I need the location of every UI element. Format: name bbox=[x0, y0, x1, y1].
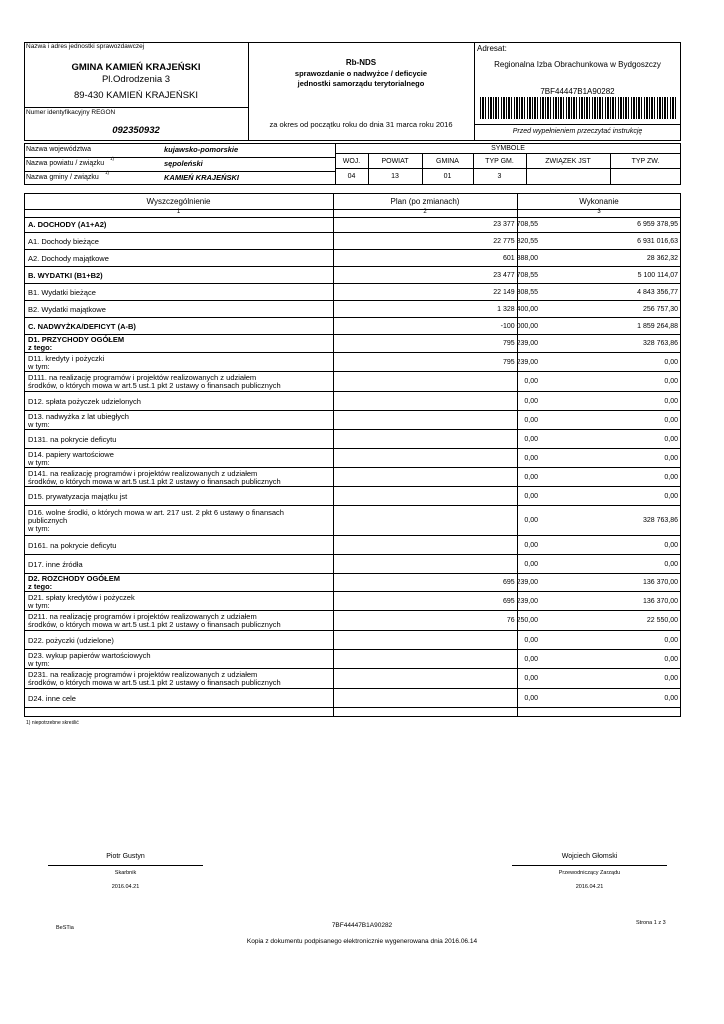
plan-value: -100 000,00 bbox=[500, 323, 538, 330]
table-row bbox=[24, 574, 681, 592]
row-label-line: A1. Dochody bieżące bbox=[28, 237, 99, 246]
table-row bbox=[24, 267, 681, 284]
row-label-line: A. DOCHODY (A1+A2) bbox=[28, 220, 107, 229]
symbol-header-typ-gm: TYP GM. bbox=[485, 158, 514, 165]
row-label bbox=[28, 336, 332, 352]
addressee-label: Adresat: bbox=[477, 44, 507, 53]
col-header-description: Wyszczególnienie bbox=[146, 197, 211, 206]
plan-value: 23 477 708,55 bbox=[493, 272, 538, 279]
table-row bbox=[24, 250, 681, 267]
plan-value: 22 775 820,55 bbox=[493, 238, 538, 245]
footer-system: BeSTia bbox=[56, 925, 74, 931]
plan-value: 0,00 bbox=[524, 378, 538, 385]
execution-value: 28 362,32 bbox=[646, 255, 678, 262]
row-label bbox=[28, 637, 332, 645]
row-label bbox=[28, 671, 332, 687]
execution-value: 0,00 bbox=[664, 493, 678, 500]
row-label-line: D11. kredyty i pożyczki bbox=[28, 354, 105, 363]
signatory-left-date: 2016.04.21 bbox=[111, 884, 140, 890]
table-row bbox=[24, 318, 681, 335]
row-label-line: w tym: bbox=[28, 458, 50, 467]
row-label-line: w tym: bbox=[28, 362, 50, 371]
symbol-value-powiat: 13 bbox=[391, 173, 399, 180]
unit-address-2: 89-430 KAMIEŃ KRAJEŃSKI bbox=[73, 90, 199, 101]
execution-value: 136 370,00 bbox=[642, 579, 678, 586]
col-header-plan: Plan (po zmianach) bbox=[390, 197, 460, 206]
plan-value: 0,00 bbox=[524, 561, 538, 568]
row-label bbox=[28, 221, 332, 229]
plan-value: 0,00 bbox=[524, 436, 538, 443]
execution-value: 0,00 bbox=[664, 398, 678, 405]
row-label-line: D131. na pokrycie deficytu bbox=[28, 435, 117, 444]
row-label-line: D231. na realizację programów i projektów realizowanych z udziałem bbox=[28, 670, 258, 679]
report-period: za okres od początku roku do dnia 31 marca roku 2016 bbox=[269, 120, 453, 129]
row-label bbox=[28, 542, 332, 550]
footer-code: 7BF44447B1A90282 bbox=[331, 922, 393, 929]
row-label bbox=[28, 436, 332, 444]
row-label-line: D22. pożyczki (udzielone) bbox=[28, 636, 114, 645]
form-code: Rb-NDS bbox=[345, 58, 377, 67]
regon-label: Numer identyfikacyjny REGON bbox=[26, 109, 116, 116]
plan-value: 695 239,00 bbox=[502, 579, 538, 586]
table-row bbox=[24, 372, 681, 392]
plan-value: 0,00 bbox=[524, 455, 538, 462]
row-label-line: środków, o których mowa w art.5 ust.1 pkt 2 ustawy o finansach publicznych bbox=[28, 381, 281, 390]
commune-footnote-mark: 1) bbox=[105, 170, 110, 175]
symbol-header-typ-zw: TYP ZW. bbox=[631, 158, 660, 165]
row-label-line: w tym: bbox=[28, 420, 50, 429]
row-label-line: z tego: bbox=[28, 582, 53, 591]
symbol-value-typ-gm: 3 bbox=[497, 173, 502, 180]
symbols-title: SYMBOLE bbox=[491, 145, 525, 152]
row-label bbox=[28, 355, 332, 371]
execution-value: 0,00 bbox=[664, 542, 678, 549]
instruction-note: Przed wypełnieniem przeczytać instrukcję bbox=[512, 128, 643, 135]
symbol-value-woj: 04 bbox=[347, 173, 356, 180]
signatory-right-date: 2016.04.21 bbox=[575, 884, 604, 890]
footer-page: Strona 1 z 3 bbox=[636, 920, 666, 926]
row-label-line: publicznych bbox=[28, 516, 68, 525]
regon-value: 092350932 bbox=[112, 125, 160, 136]
unit-name-label: Nazwa i adres jednostki sprawozdawczej bbox=[26, 43, 145, 50]
table-row bbox=[24, 468, 681, 487]
execution-value: 0,00 bbox=[664, 561, 678, 568]
voivodeship-label: Nazwa województwa bbox=[26, 146, 91, 153]
table-row bbox=[24, 506, 681, 536]
execution-value: 0,00 bbox=[664, 695, 678, 702]
execution-value: 5 100 114,07 bbox=[637, 272, 678, 279]
row-label bbox=[28, 493, 332, 501]
county-label: Nazwa powiatu / związku bbox=[26, 160, 105, 167]
table-row bbox=[24, 592, 681, 611]
execution-value: 0,00 bbox=[664, 436, 678, 443]
plan-value: 0,00 bbox=[524, 637, 538, 644]
addressee: Regionalna Izba Obrachunkowa w Bydgoszczy bbox=[494, 60, 661, 69]
table-row bbox=[24, 555, 681, 574]
row-label-line: D15. prywatyzacja majątku jst bbox=[28, 492, 128, 501]
plan-value: 795 239,00 bbox=[502, 359, 538, 366]
row-label bbox=[28, 272, 332, 280]
table-row bbox=[24, 335, 681, 353]
table-row bbox=[24, 669, 681, 689]
row-label-line: D1. PRZYCHODY OGÓŁEM bbox=[28, 335, 125, 344]
plan-value: 601 888,00 bbox=[502, 255, 538, 262]
row-label bbox=[28, 398, 332, 406]
col-number-3: 3 bbox=[597, 209, 601, 215]
plan-value: 0,00 bbox=[524, 517, 538, 524]
execution-value: 136 370,00 bbox=[642, 598, 678, 605]
plan-value: 0,00 bbox=[524, 493, 538, 500]
row-label bbox=[28, 323, 332, 331]
row-label bbox=[28, 255, 332, 263]
county-value: sępoleński bbox=[164, 159, 203, 168]
row-label bbox=[28, 413, 332, 429]
row-label bbox=[28, 374, 332, 390]
table-row bbox=[24, 217, 681, 233]
col-header-execution: Wykonanie bbox=[579, 197, 619, 206]
row-label-line: w tym: bbox=[28, 601, 50, 610]
execution-value: 0,00 bbox=[664, 455, 678, 462]
plan-value: 23 377 708,55 bbox=[493, 221, 538, 228]
row-label-line: D12. spłata pożyczek udzielonych bbox=[28, 397, 141, 406]
row-label-line: D21. spłaty kredytów i pożyczek bbox=[28, 593, 135, 602]
execution-value: 0,00 bbox=[664, 637, 678, 644]
plan-value: 1 328 400,00 bbox=[497, 306, 538, 313]
plan-value: 0,00 bbox=[524, 417, 538, 424]
row-label-line: D2. ROZCHODY OGÓŁEM bbox=[28, 574, 120, 583]
symbol-value-gmina: 01 bbox=[443, 173, 452, 180]
row-label-line: środków, o których mowa w art.5 ust.1 pkt 2 ustawy o finansach publicznych bbox=[28, 620, 281, 629]
voivodeship-value: kujawsko-pomorskie bbox=[164, 145, 239, 154]
table-row bbox=[24, 449, 681, 468]
row-label-line: C. NADWYŻKA/DEFICYT (A-B) bbox=[28, 322, 136, 331]
table-row bbox=[24, 650, 681, 669]
symbol-header-gmina: GMINA bbox=[436, 158, 459, 165]
plan-value: 0,00 bbox=[524, 675, 538, 682]
table-row bbox=[24, 611, 681, 631]
row-label-line: D141. na realizację programów i projektów realizowanych z udziałem bbox=[28, 469, 258, 478]
row-label-line: środków, o których mowa w art.5 ust.1 pkt 2 ustawy o finansach publicznych bbox=[28, 477, 281, 486]
commune-value: KAMIEŃ KRAJEŃSKI bbox=[164, 173, 240, 182]
row-label-line: D13. nadwyżka z lat ubiegłych bbox=[28, 412, 129, 421]
plan-value: 0,00 bbox=[524, 474, 538, 481]
row-label-line: w tym: bbox=[28, 659, 50, 668]
table-row bbox=[24, 536, 681, 555]
table-row bbox=[24, 233, 681, 250]
execution-value: 0,00 bbox=[664, 378, 678, 385]
execution-value: 0,00 bbox=[664, 656, 678, 663]
execution-value: 22 550,00 bbox=[646, 617, 678, 624]
row-label-line: A2. Dochody majątkowe bbox=[28, 254, 109, 263]
unit-address-1: Pl.Odrodzenia 3 bbox=[101, 74, 171, 85]
symbol-header-woj: WOJ. bbox=[342, 158, 361, 165]
row-label bbox=[28, 289, 332, 297]
document-code: 7BF44447B1A90282 bbox=[540, 87, 615, 96]
plan-value: 0,00 bbox=[524, 398, 538, 405]
row-label bbox=[28, 451, 332, 467]
signatory-left-role: Skarbnik bbox=[114, 870, 137, 876]
row-label-line: D111. na realizację programów i projektów realizowanych z udziałem bbox=[28, 373, 257, 382]
barcode-image bbox=[480, 97, 677, 119]
table-row bbox=[24, 430, 681, 449]
table-row bbox=[24, 353, 681, 372]
symbol-header-zwiazek: ZWIĄZEK JST bbox=[545, 158, 591, 165]
col-number-2: 2 bbox=[423, 209, 427, 215]
plan-value: 695 239,00 bbox=[502, 598, 538, 605]
execution-value: 4 843 356,77 bbox=[637, 289, 678, 296]
form-title-2: jednostki samorządu terytorialnego bbox=[297, 79, 425, 88]
row-label-line: środków, o których mowa w art.5 ust.1 pkt 2 ustawy o finansach publicznych bbox=[28, 678, 281, 687]
row-label-line: D14. papiery wartościowe bbox=[28, 450, 114, 459]
table-row bbox=[24, 411, 681, 430]
plan-value: 76 250,00 bbox=[506, 617, 538, 624]
row-label bbox=[28, 652, 332, 668]
row-label bbox=[28, 509, 332, 533]
execution-value: 328 763,86 bbox=[642, 340, 678, 347]
row-label-line: z tego: bbox=[28, 343, 53, 352]
row-label bbox=[28, 575, 332, 591]
table-row bbox=[24, 631, 681, 650]
execution-value: 1 859 264,88 bbox=[637, 323, 678, 330]
row-label-line: D24. inne cele bbox=[28, 694, 76, 703]
row-label-line: D161. na pokrycie deficytu bbox=[28, 541, 117, 550]
row-label-line: B. WYDATKI (B1+B2) bbox=[28, 271, 103, 280]
symbol-header-powiat: POWIAT bbox=[381, 158, 409, 165]
execution-value: 328 763,86 bbox=[642, 517, 678, 524]
form-title-1: sprawozdanie o nadwyżce / deficycie bbox=[294, 69, 428, 78]
row-label bbox=[28, 594, 332, 610]
execution-value: 6 931 016,63 bbox=[637, 238, 678, 245]
plan-value: 0,00 bbox=[524, 695, 538, 702]
row-label bbox=[28, 470, 332, 486]
row-label bbox=[28, 238, 332, 246]
row-label-line: B2. Wydatki majątkowe bbox=[28, 305, 106, 314]
table-row bbox=[24, 284, 681, 301]
execution-value: 0,00 bbox=[664, 359, 678, 366]
row-label-line: D17. inne źródła bbox=[28, 560, 83, 569]
footnote: 1) niepotrzebne skreślić bbox=[26, 720, 79, 726]
execution-value: 0,00 bbox=[664, 417, 678, 424]
signatory-right-role: Przewodniczący Zarządu bbox=[558, 870, 621, 876]
row-label bbox=[28, 695, 332, 703]
row-label bbox=[28, 613, 332, 629]
plan-value: 0,00 bbox=[524, 656, 538, 663]
col-number-1: 1 bbox=[176, 209, 181, 215]
row-label-line: w tym: bbox=[28, 524, 50, 533]
footer-copy-note: Kopia z dokumentu podpisanego elektronicznie wygenerowana dnia 2016.06.14 bbox=[246, 938, 478, 945]
plan-value: 0,00 bbox=[524, 542, 538, 549]
unit-name: GMINA KAMIEŃ KRAJEŃSKI bbox=[71, 62, 201, 73]
row-label-line: D23. wykup papierów wartościowych bbox=[28, 651, 151, 660]
row-label-line: D16. wolne środki, o których mowa w art. 217 ust. 2 pkt 6 ustawy o finansach bbox=[28, 508, 284, 517]
row-label-line: B1. Wydatki bieżące bbox=[28, 288, 96, 297]
signatory-right-name: Wojciech Głomski bbox=[561, 853, 618, 860]
commune-label: Nazwa gminy / związku bbox=[26, 174, 99, 181]
table-row bbox=[24, 392, 681, 411]
signatory-left-name: Piotr Gustyn bbox=[106, 853, 145, 860]
plan-value: 795 239,00 bbox=[502, 340, 538, 347]
execution-value: 256 757,30 bbox=[642, 306, 678, 313]
row-label bbox=[28, 306, 332, 314]
table-row bbox=[24, 301, 681, 318]
plan-value: 22 149 308,55 bbox=[493, 289, 538, 296]
county-footnote-mark: 1) bbox=[110, 156, 115, 161]
execution-value: 0,00 bbox=[664, 675, 678, 682]
row-label-line: D211. na realizację programów i projektów realizowanych z udziałem bbox=[28, 612, 257, 621]
table-row bbox=[24, 689, 681, 708]
table-row bbox=[24, 487, 681, 506]
row-label bbox=[28, 561, 332, 569]
execution-value: 0,00 bbox=[664, 474, 678, 481]
execution-value: 6 959 378,95 bbox=[637, 221, 678, 228]
